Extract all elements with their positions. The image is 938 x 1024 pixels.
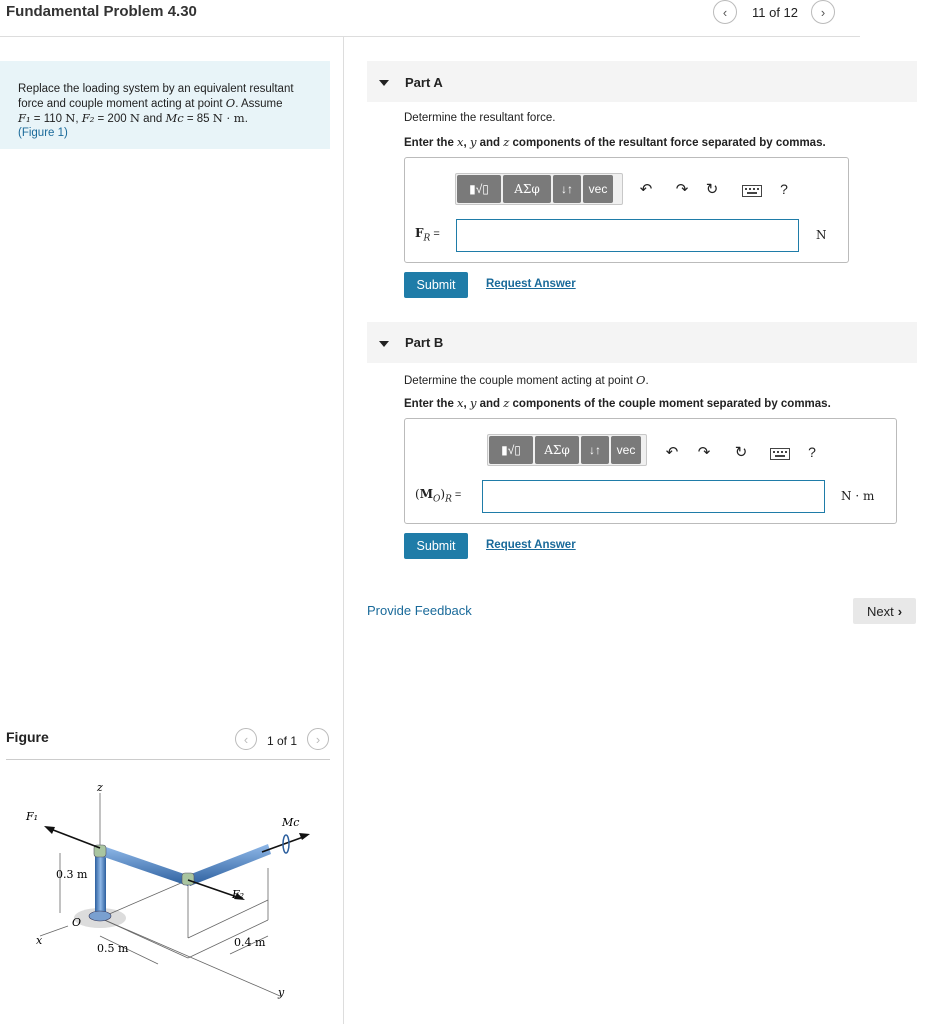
right-pipe: [186, 844, 271, 886]
f2-unit: N: [129, 111, 140, 125]
instr-text: ,: [463, 137, 470, 149]
instr-text: ,: [463, 398, 470, 410]
part-a-answer-box: [404, 157, 849, 263]
origin-label: O: [72, 916, 82, 929]
instr-text: components of the couple moment separated by commas.: [509, 398, 831, 410]
point-symbol: O: [636, 373, 646, 387]
instr-text: components of the resultant force separated by commas.: [509, 137, 826, 149]
y-axis-label: y: [278, 986, 285, 999]
comma: ,: [75, 113, 79, 125]
mc-value: = 85: [183, 113, 210, 125]
keyboard-icon[interactable]: [741, 182, 763, 200]
arrows-button[interactable]: ↓↑: [553, 175, 581, 203]
part-b-answer-box: [404, 418, 897, 524]
problem-line-1: Replace the loading system by an equivalent resultant: [18, 83, 294, 95]
caret-down-icon[interactable]: [379, 80, 389, 86]
keyboard-icon[interactable]: [769, 445, 791, 463]
figure-counter: 1 of 1: [267, 734, 298, 748]
instr-text: and: [476, 398, 504, 410]
problem-line-3: [18, 111, 320, 126]
next-figure-button[interactable]: [307, 728, 329, 750]
figure-link[interactable]: (Figure 1): [18, 127, 68, 139]
part-b-request-answer-link[interactable]: Request Answer: [486, 539, 576, 551]
f1-label: F₁: [26, 810, 39, 823]
dim-0.4m: 0.4 m: [234, 936, 266, 949]
part-b-variable: [415, 487, 461, 504]
var-sub: R: [423, 233, 431, 244]
and-text: and: [139, 113, 166, 125]
next-problem-button[interactable]: [811, 0, 835, 24]
y-symbol: y: [469, 135, 477, 149]
part-a-variable: [415, 226, 440, 243]
period: .: [244, 113, 248, 125]
part-a-unit: N: [816, 228, 827, 242]
problem-statement: [0, 61, 330, 149]
redo-icon[interactable]: ↷: [697, 444, 711, 461]
part-a-question: Determine the resultant force.: [404, 112, 556, 124]
arrows-button[interactable]: ↓↑: [581, 436, 609, 464]
templates-button[interactable]: ▮√▯: [457, 175, 501, 203]
chevron-left-icon: ‹: [243, 731, 249, 747]
page-title: Fundamental Problem 4.30: [6, 3, 197, 20]
f2-value: = 200: [94, 113, 127, 125]
part-a-label: Part A: [405, 75, 443, 90]
question-text: Determine the couple moment acting at point: [404, 375, 637, 387]
reset-icon[interactable]: ↻: [734, 444, 748, 461]
mc-arrowhead: [299, 833, 310, 840]
f2-symbol: F₂: [81, 111, 95, 125]
chevron-right-icon: ›: [897, 603, 903, 619]
reset-icon[interactable]: ↻: [705, 181, 719, 198]
var-eq: =: [451, 489, 462, 501]
dim-0.5m: 0.5 m: [97, 942, 129, 955]
var-sub: R: [445, 494, 452, 505]
part-b-unit: N · m: [841, 489, 875, 503]
part-b-answer-input[interactable]: [482, 480, 825, 513]
dim-0.3m: 0.3 m: [56, 868, 88, 881]
problem-line-2: [18, 96, 320, 111]
templates-button[interactable]: ▮√▯: [489, 436, 533, 464]
part-a-request-answer-link[interactable]: Request Answer: [486, 278, 576, 290]
next-label: Next: [866, 603, 894, 619]
prev-problem-button[interactable]: [713, 0, 737, 24]
problem-counter: 11 of 12: [752, 5, 799, 20]
f2-label: F₂: [232, 888, 245, 901]
header-divider: [0, 36, 860, 37]
vertical-pipe: [95, 850, 106, 912]
paren: ): [440, 487, 446, 501]
var-eq: =: [430, 228, 440, 240]
elbow-joint: [182, 873, 194, 885]
figure-title: Figure: [6, 729, 49, 745]
prev-figure-button[interactable]: [235, 728, 257, 750]
greek-button[interactable]: ΑΣφ: [535, 436, 579, 464]
f1-unit: N: [65, 111, 76, 125]
part-b-question: [404, 373, 649, 387]
x-symbol: x: [457, 135, 464, 149]
part-a-instructions: [404, 135, 826, 149]
redo-icon[interactable]: ↷: [675, 181, 689, 198]
vec-button[interactable]: vec: [583, 175, 613, 203]
part-b-label: Part B: [405, 335, 444, 350]
problem-text: force and couple moment acting at point: [18, 98, 223, 110]
chevron-right-icon: ›: [315, 731, 321, 747]
next-button[interactable]: [853, 598, 916, 624]
math-toolbar: [487, 434, 647, 466]
var-main: F: [415, 226, 424, 240]
var-main: M: [419, 487, 433, 501]
y-symbol: y: [469, 396, 477, 410]
help-button[interactable]: ?: [808, 444, 816, 460]
question-text: .: [645, 375, 649, 387]
provide-feedback-link[interactable]: Provide Feedback: [367, 603, 472, 618]
f1-arrow: [48, 828, 100, 848]
problem-text: . Assume: [235, 98, 283, 110]
help-button[interactable]: ?: [780, 181, 788, 197]
part-a-answer-input[interactable]: [456, 219, 799, 252]
part-a-submit-button[interactable]: Submit: [404, 272, 468, 298]
mc-unit: N · m: [212, 111, 245, 125]
part-b-submit-button[interactable]: Submit: [404, 533, 468, 559]
f1-value: = 110: [30, 113, 63, 125]
vec-button[interactable]: vec: [611, 436, 641, 464]
instr-text: Enter the: [404, 398, 458, 410]
pipe-assembly-figure: [0, 768, 340, 1018]
base-flange: [89, 911, 111, 921]
caret-down-icon[interactable]: [379, 341, 389, 347]
undo-icon[interactable]: ↶: [665, 444, 679, 461]
x-symbol: x: [457, 396, 464, 410]
f1-arrowhead: [44, 826, 55, 834]
chevron-right-icon: ›: [820, 4, 826, 20]
diagonal-pipe: [101, 846, 190, 886]
greek-button[interactable]: ΑΣφ: [503, 175, 551, 203]
var-sub-o: O: [432, 494, 441, 505]
chevron-left-icon: ‹: [722, 4, 728, 20]
mc-symbol: Mc: [165, 111, 184, 125]
point-symbol: O: [225, 96, 236, 110]
z-symbol: z: [503, 135, 510, 149]
z-symbol: z: [503, 396, 510, 410]
instr-text: and: [476, 137, 504, 149]
x-axis-label: x: [36, 934, 43, 947]
column-divider: [343, 37, 344, 1024]
part-a-header[interactable]: [367, 61, 917, 102]
part-b-header[interactable]: [367, 322, 917, 363]
figure-divider: [6, 759, 330, 760]
f1-symbol: F₁: [18, 111, 31, 125]
math-toolbar: [455, 173, 623, 205]
undo-icon[interactable]: ↶: [639, 181, 653, 198]
paren: (: [415, 487, 420, 501]
part-b-instructions: [404, 396, 831, 410]
z-axis-label: z: [97, 781, 103, 794]
instr-text: Enter the: [404, 137, 458, 149]
mc-label: Mc: [282, 816, 300, 829]
